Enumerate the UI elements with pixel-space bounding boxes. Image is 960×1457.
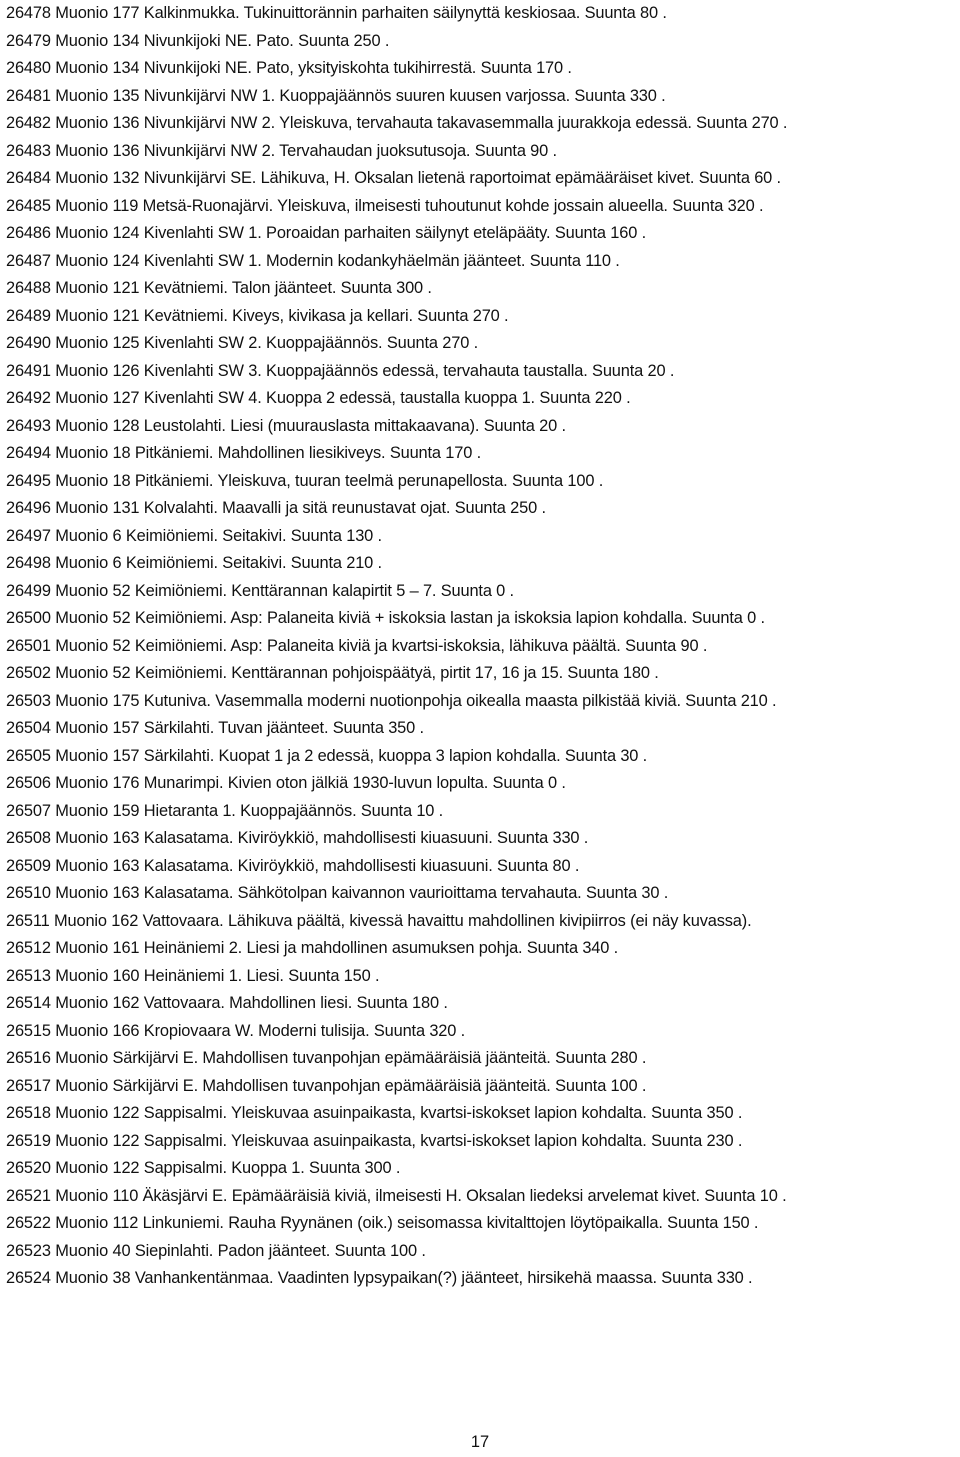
catalogue-entry: 26508 Muonio 163 Kalasatama. Kiviröykkiö, mahdollisesti kiuasuuni. Suunta 330 .	[6, 829, 589, 847]
catalogue-entry: 26492 Muonio 127 Kivenlahti SW 4. Kuoppa 2 edessä, taustalla kuoppa 1. Suunta 220 .	[6, 389, 631, 407]
catalogue-entry: 26517 Muonio Särkijärvi E. Mahdollisen tuvanpohjan epämääräisiä jäänteitä. Suunta 100 .	[6, 1076, 647, 1095]
catalogue-entry: 26511 Muonio 162 Vattovaara. Lähikuva päältä, kivessä havaittu mahdollinen kivipiirros (ei näy kuvassa).	[6, 911, 752, 930]
catalogue-entry: 26495 Muonio 18 Pitkäniemi. Yleiskuva, tuuran teelmä perunapellosta. Suunta 100 .	[6, 471, 604, 490]
catalogue-entry: 26504 Muonio 157 Särkilahti. Tuvan jäänteet. Suunta 350 .	[6, 719, 424, 737]
catalogue-entry: 26497 Muonio 6 Keimiöniemi. Seitakivi. Suunta 130 .	[6, 526, 382, 545]
catalogue-entry: 26484 Muonio 132 Nivunkijärvi SE. Lähikuva, H. Oksalan lietenä raportoimat epämääräiset kivet. Suunta 60 .	[6, 169, 781, 187]
catalogue-entry: 26510 Muonio 163 Kalasatama. Sähkötolpan kaivannon vaurioittama tervahauta. Suunta 30 .	[6, 884, 669, 902]
catalogue-entry: 26516 Muonio Särkijärvi E. Mahdollisen tuvanpohjan epämääräisiä jäänteitä. Suunta 280 .	[6, 1049, 647, 1067]
catalogue-entry: 26501 Muonio 52 Keimiöniemi. Asp: Palaneita kiviä ja kvartsi-iskoksia, lähikuva päältä. Suunta 90 .	[6, 636, 708, 655]
catalogue-entry: 26479 Muonio 134 Nivunkijoki NE. Pato. Suunta 250 .	[6, 31, 390, 50]
catalogue-entry: 26514 Muonio 162 Vattovaara. Mahdollinen liesi. Suunta 180 .	[6, 994, 448, 1012]
catalogue-entry: 26494 Muonio 18 Pitkäniemi. Mahdollinen liesikiveys. Suunta 170 .	[6, 444, 481, 462]
catalogue-entry: 26487 Muonio 124 Kivenlahti SW 1. Modernin kodankyhäelmän jäänteet. Suunta 110 .	[6, 251, 620, 270]
catalogue-entry: 26486 Muonio 124 Kivenlahti SW 1. Poroaidan parhaiten säilynyt eteläpääty. Suunta 160 .	[6, 224, 646, 242]
catalogue-entry: 26513 Muonio 160 Heinäniemi 1. Liesi. Suunta 150 .	[6, 966, 380, 985]
catalogue-entry: 26520 Muonio 122 Sappisalmi. Kuoppa 1. Suunta 300 .	[6, 1159, 401, 1177]
page-number: 17	[470, 1433, 490, 1451]
photo-catalogue-list	[6, 0, 956, 1293]
catalogue-entry: 26515 Muonio 166 Kropiovaara W. Moderni tulisija. Suunta 320 .	[6, 1021, 466, 1040]
catalogue-entry: 26503 Muonio 175 Kutuniva. Vasemmalla moderni nuotionpohja oikealla maasta pilkistää kiviä. Suunta 210 .	[6, 691, 777, 710]
catalogue-entry: 26519 Muonio 122 Sappisalmi. Yleiskuvaa asuinpaikasta, kvartsi-iskokset lapion kohdalta. Suunta 230 .	[6, 1131, 743, 1150]
catalogue-entry: 26481 Muonio 135 Nivunkijärvi NW 1. Kuoppajäännös suuren kuusen varjossa. Suunta 330 .	[6, 86, 666, 105]
catalogue-entry: 26485 Muonio 119 Metsä-Ruonajärvi. Yleiskuva, ilmeisesti tuhoutunut kohde jossain alueella. Suunta 320 .	[6, 196, 764, 215]
catalogue-entry: 26480 Muonio 134 Nivunkijoki NE. Pato, yksityiskohta tukihirrestä. Suunta 170 .	[6, 59, 572, 77]
catalogue-entry: 26518 Muonio 122 Sappisalmi. Yleiskuvaa asuinpaikasta, kvartsi-iskokset lapion kohdalta. Suunta 350 .	[6, 1104, 743, 1122]
catalogue-entry: 26505 Muonio 157 Särkilahti. Kuopat 1 ja 2 edessä, kuoppa 3 lapion kohdalla. Suunta 30 .	[6, 746, 648, 765]
catalogue-entry: 26522 Muonio 112 Linkuniemi. Rauha Ryynänen (oik.) seisomassa kivitalttojen löytöpaikalla. Suunta 150 .	[6, 1214, 759, 1232]
catalogue-entry: 26482 Muonio 136 Nivunkijärvi NW 2. Yleiskuva, tervahauta takavasemmalla juurakkoja edessä. Suunta 270 .	[6, 114, 788, 132]
catalogue-entry: 26489 Muonio 121 Kevätniemi. Kiveys, kivikasa ja kellari. Suunta 270 .	[6, 306, 509, 325]
catalogue-entry: 26524 Muonio 38 Vanhankentänmaa. Vaadinten lypsypaikan(?) jäänteet, hirsikehä maassa. Suunta 330 .	[6, 1269, 753, 1287]
catalogue-entry: 26509 Muonio 163 Kalasatama. Kiviröykkiö, mahdollisesti kiuasuuni. Suunta 80 .	[6, 856, 580, 875]
catalogue-entry: 26496 Muonio 131 Kolvalahti. Maavalli ja sitä reunustavat ojat. Suunta 250 .	[6, 499, 546, 517]
catalogue-entry: 26523 Muonio 40 Siepinlahti. Padon jäänteet. Suunta 100 .	[6, 1241, 426, 1260]
catalogue-entry: 26500 Muonio 52 Keimiöniemi. Asp: Palaneita kiviä + iskoksia lastan ja iskoksia lapion kohdalla. Suunta 0 .	[6, 609, 765, 627]
catalogue-entry: 26521 Muonio 110 Äkäsjärvi E. Epämääräisiä kiviä, ilmeisesti H. Oksalan liedeksi arvelemat kivet. Suunta 10 .	[6, 1186, 787, 1205]
catalogue-entry: 26490 Muonio 125 Kivenlahti SW 2. Kuoppajäännös. Suunta 270 .	[6, 334, 478, 352]
catalogue-entry: 26478 Muonio 177 Kalkinmukka. Tukinuittorännin parhaiten säilynyttä keskiosaa. Suunta 80 .	[6, 4, 667, 22]
catalogue-entry: 26507 Muonio 159 Hietaranta 1. Kuoppajäännös. Suunta 10 .	[6, 801, 444, 820]
catalogue-entry: 26498 Muonio 6 Keimiöniemi. Seitakivi. Suunta 210 .	[6, 554, 382, 572]
catalogue-entry: 26493 Muonio 128 Leustolahti. Liesi (muurauslasta mittakaavana). Suunta 20 .	[6, 416, 566, 435]
catalogue-entry: 26506 Muonio 176 Munarimpi. Kivien oton jälkiä 1930-luvun lopulta. Suunta 0 .	[6, 774, 566, 792]
catalogue-entry: 26483 Muonio 136 Nivunkijärvi NW 2. Tervahaudan juoksutusoja. Suunta 90 .	[6, 141, 557, 160]
catalogue-entry: 26488 Muonio 121 Kevätniemi. Talon jäänteet. Suunta 300 .	[6, 279, 432, 297]
catalogue-entry: 26491 Muonio 126 Kivenlahti SW 3. Kuoppajäännös edessä, tervahauta taustalla. Suunta 20 .	[6, 361, 675, 380]
catalogue-entry: 26512 Muonio 161 Heinäniemi 2. Liesi ja mahdollinen asumuksen pohja. Suunta 340 .	[6, 939, 619, 957]
catalogue-entry: 26499 Muonio 52 Keimiöniemi. Kenttärannan kalapirtit 5 – 7. Suunta 0 .	[6, 581, 514, 600]
catalogue-entry: 26502 Muonio 52 Keimiöniemi. Kenttärannan pohjoispäätyä, pirtit 17, 16 ja 15. Suunta 180 .	[6, 664, 659, 682]
